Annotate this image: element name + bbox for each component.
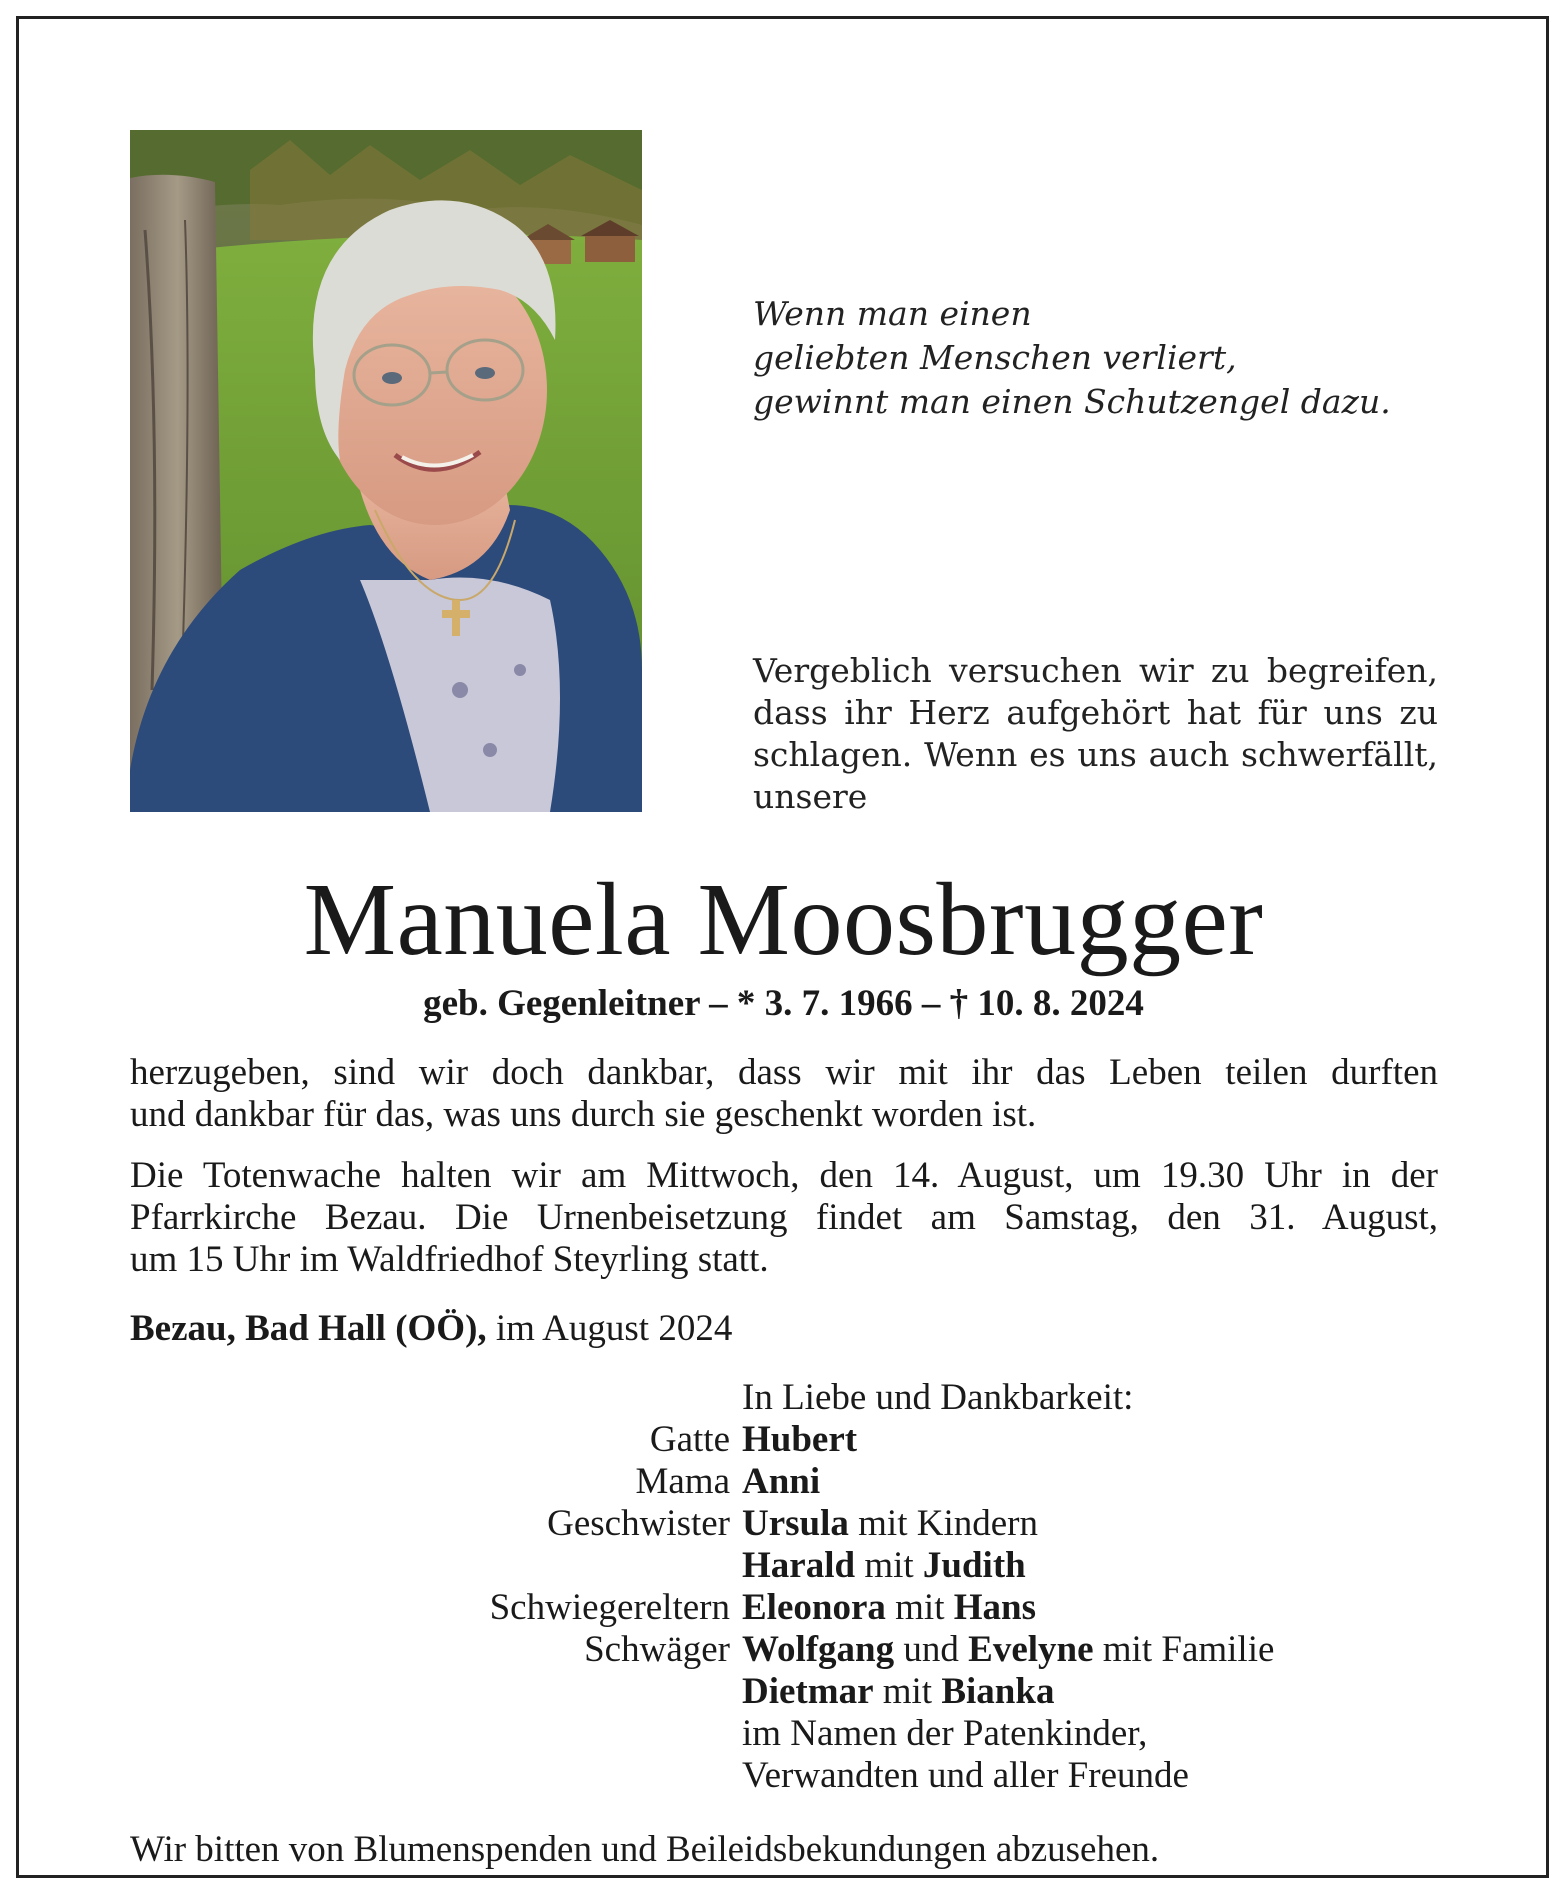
intro-text [753, 650, 1438, 818]
mourner-connector: und [894, 1629, 969, 1670]
closing-note: Wir bitten von Blumenspenden und Beileidsbekundungen abzusehen. [130, 1829, 1160, 1870]
mourner-role: Geschwister [547, 1503, 730, 1544]
mourners-list [130, 1377, 1438, 1797]
quote-line: gewinnt man einen Schutzengel dazu. [753, 382, 1391, 421]
mourner-names [742, 1671, 1054, 1713]
mourner-names [742, 1587, 1036, 1629]
memorial-quote [753, 292, 1391, 424]
mourner-role: Mama [635, 1461, 730, 1502]
mourner-rows [130, 1419, 1438, 1797]
mourner-name: Eleonora [742, 1587, 886, 1628]
mourner-names [742, 1419, 857, 1461]
body-line: herzugeben, sind wir doch dankbar, dass wir mit ihr das Leben teilen durften [130, 1052, 1438, 1093]
mourner-row [130, 1629, 1438, 1671]
portrait-photo [130, 130, 642, 812]
deceased-dates: geb. Gegenleitner – * 3. 7. 1966 – † 10. 8. 2024 [423, 983, 1144, 1024]
body-line: um 15 Uhr im Waldfriedhof Steyrling statt. [130, 1239, 769, 1280]
body-paragraph-1 [130, 1052, 1438, 1136]
mourner-name: Judith [922, 1545, 1026, 1586]
mourner-connector: im Namen der Patenkinder, [742, 1713, 1148, 1754]
mourner-names [742, 1713, 1147, 1755]
mourners-heading-row [130, 1377, 1438, 1419]
mourner-role: Schwäger [584, 1629, 730, 1670]
mourner-row [130, 1671, 1438, 1713]
mourner-name: Hubert [742, 1419, 858, 1460]
quote-line: Wenn man einen [753, 294, 1032, 333]
mourner-name: Ursula [742, 1503, 849, 1544]
mourner-name: Anni [742, 1461, 821, 1502]
place-date: im August 2024 [495, 1308, 733, 1349]
body-paragraph-2 [130, 1155, 1438, 1281]
mourners-heading: In Liebe und Dankbarkeit: [742, 1377, 1134, 1418]
mourner-names [742, 1461, 820, 1503]
mourner-row [130, 1419, 1438, 1461]
mourner-row [130, 1461, 1438, 1503]
intro-line: schlagen. Wenn es uns auch schwerfällt, [753, 735, 1438, 774]
mourner-names [742, 1503, 1038, 1545]
mourner-connector: Verwandten und aller Freunde [742, 1755, 1189, 1796]
mourner-connector: mit Kindern [848, 1503, 1038, 1544]
mourner-role [130, 1671, 742, 1713]
mourner-name: Hans [953, 1587, 1036, 1628]
mourner-row [130, 1713, 1438, 1755]
mourner-row [130, 1755, 1438, 1797]
body-line: Die Totenwache halten wir am Mittwoch, den 14. August, um 19.30 Uhr in der [130, 1155, 1438, 1196]
mourner-connector: mit [855, 1545, 923, 1586]
mourner-role [130, 1755, 742, 1797]
mourner-names [742, 1545, 1026, 1587]
mourner-name: Evelyne [968, 1629, 1094, 1670]
body-line: und dankbar für das, was uns durch sie geschenkt worden ist. [130, 1094, 1037, 1135]
mourner-connector: mit Familie [1093, 1629, 1275, 1670]
mourner-connector: mit [873, 1671, 942, 1712]
mourner-connector: mit [885, 1587, 954, 1628]
mourner-row [130, 1545, 1438, 1587]
mourner-role: Gatte [649, 1419, 730, 1460]
place-date-line [130, 1307, 732, 1351]
mourner-name: Harald [742, 1545, 856, 1586]
intro-line: unsere [753, 777, 868, 816]
deceased-name: Manuela Moosbrugger [303, 862, 1264, 977]
mourner-row [130, 1503, 1438, 1545]
mourner-name: Dietmar [742, 1671, 874, 1712]
mourner-role [130, 1713, 742, 1755]
mourner-name: Bianka [941, 1671, 1055, 1712]
mourner-role [130, 1545, 742, 1587]
place-location: Bezau, Bad Hall (OÖ), [130, 1308, 487, 1349]
intro-line: dass ihr Herz aufgehört hat für uns zu [753, 693, 1438, 732]
mourner-names [742, 1755, 1189, 1797]
intro-line: Vergeblich versuchen wir zu begreifen, [753, 651, 1438, 690]
quote-line: geliebten Menschen verliert, [753, 338, 1237, 377]
mourner-role: Schwiegereltern [489, 1587, 730, 1628]
mourner-row [130, 1587, 1438, 1629]
mourner-name: Wolfgang [742, 1629, 895, 1670]
body-line: Pfarrkirche Bezau. Die Urnenbeisetzung findet am Samstag, den 31. August, [130, 1197, 1438, 1238]
mourner-names [742, 1629, 1274, 1671]
